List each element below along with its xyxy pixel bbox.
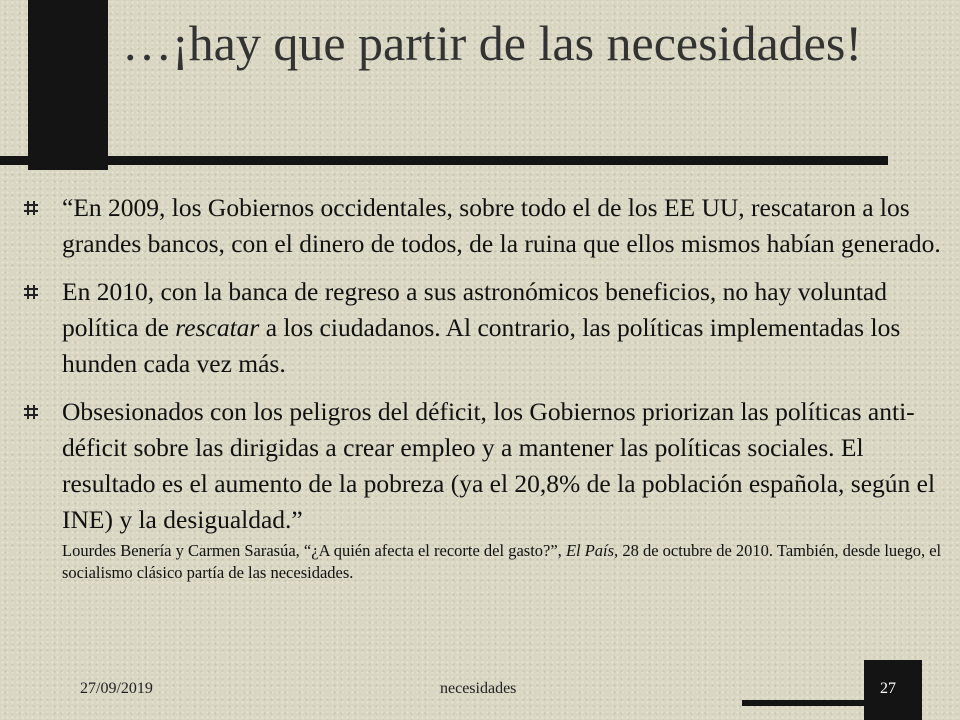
bullet-text xyxy=(62,277,900,378)
footer-date: 27/09/2019 xyxy=(80,680,153,697)
bullet-text: “En 2009, los Gobiernos occidentales, sobre todo el de los EE UU, rescataron a los grandes bancos, con el dinero de todos, de la ruina que ellos mismos habían generado. xyxy=(62,193,941,258)
bullet-item xyxy=(24,190,944,262)
bullet-item xyxy=(24,394,944,584)
bullet-text-before: En 2010, con la banca de regreso a sus astronómicos beneficios, no hay voluntad política de xyxy=(62,277,887,342)
bullet-item xyxy=(24,274,944,382)
citation-authors: Lourdes Benería y Carmen Sarasúa, “¿A quién afecta el recorte del gasto?”, xyxy=(62,541,566,560)
bullet-emphasis: rescatar xyxy=(175,313,260,342)
citation xyxy=(62,540,944,584)
hash-bullet-icon xyxy=(24,201,38,215)
hash-bullet-icon xyxy=(24,285,38,299)
page-number: 27 xyxy=(880,680,896,697)
citation-source: El País, xyxy=(565,541,619,560)
footer-bar xyxy=(742,700,864,706)
bullet-text-after: a los ciudadanos. Al contrario, las políticas implementadas los hunden cada vez más. xyxy=(62,313,901,378)
bullet-list xyxy=(24,190,944,596)
bullet-text: Obsesionados con los peligros del déficit, los Gobiernos priorizan las políticas anti-déficit sobre las dirigidas a crear empleo y a mantener las políticas sociales. El resultado es el aumento de la pobreza (ya el 20,8% de la población española, según el INE) y la desigualdad.” xyxy=(62,397,936,534)
footer-topic: necesidades xyxy=(440,680,517,697)
title-accent-bar xyxy=(28,0,108,170)
hash-bullet-icon xyxy=(24,405,38,419)
title-underline xyxy=(0,156,888,165)
slide-title: …¡hay que partir de las necesidades! xyxy=(122,15,862,71)
citation-detail: 28 de octubre de 2010. También, desde luego, el socialismo clásico partía de las necesidades. xyxy=(62,541,942,582)
